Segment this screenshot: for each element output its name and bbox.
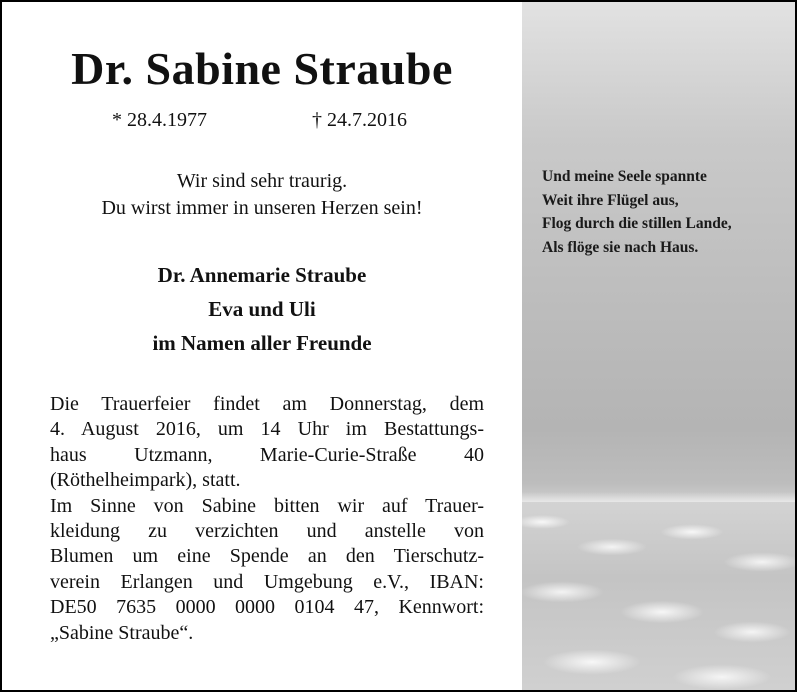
notice-line: 4. August 2016, um 14 Uhr im Bestattungs-	[50, 418, 484, 441]
death-date: † 24.7.2016	[312, 109, 407, 131]
cloud-layer	[522, 502, 795, 690]
deceased-name: Dr. Sabine Straube	[71, 43, 453, 94]
mourner-name: Eva und Uli	[208, 297, 316, 321]
notice-line: DE50 7635 0000 0000 0104 47, Kennwort:	[50, 596, 484, 619]
notice-line: haus Utzmann, Marie-Curie-Straße 40	[50, 443, 484, 466]
notice-line: „Sabine Straube“.	[50, 621, 194, 644]
condolence-line: Wir sind sehr traurig.	[176, 170, 348, 192]
condolence-message	[2, 168, 522, 222]
notice-line: Die Trauerfeier findet am Donnerstag, dem	[50, 393, 484, 415]
notice-line: Im Sinne von Sabine bitten wir auf Trauer-	[50, 494, 484, 517]
notice-line: Blumen um eine Spende an den Tierschutz-	[50, 545, 484, 568]
notice-line: kleidung zu verzichten und anstelle von	[50, 520, 484, 543]
poem-line: Als flöge sie nach Haus.	[542, 238, 699, 256]
birth-date: * 28.4.1977	[112, 109, 207, 131]
notice-line: verein Erlangen und Umgebung e.V., IBAN:	[50, 570, 484, 593]
mourner-name: im Namen aller Freunde	[152, 331, 372, 355]
poem-line: Und meine Seele spannte	[542, 168, 707, 185]
notice-line: (Röthelheimpark), statt.	[50, 469, 241, 492]
funeral-notice	[50, 392, 484, 646]
condolence-line: Du wirst immer in unseren Herzen sein!	[101, 197, 423, 219]
poem-verse	[542, 165, 732, 259]
mourners-list	[2, 258, 522, 360]
mourner-name: Dr. Annemarie Straube	[157, 263, 367, 287]
poem-line: Flog durch die stillen Lande,	[542, 215, 732, 232]
sky-clouds-image	[522, 2, 795, 690]
obituary-text-panel	[2, 2, 522, 690]
poem-line: Weit ihre Flügel aus,	[542, 191, 679, 209]
